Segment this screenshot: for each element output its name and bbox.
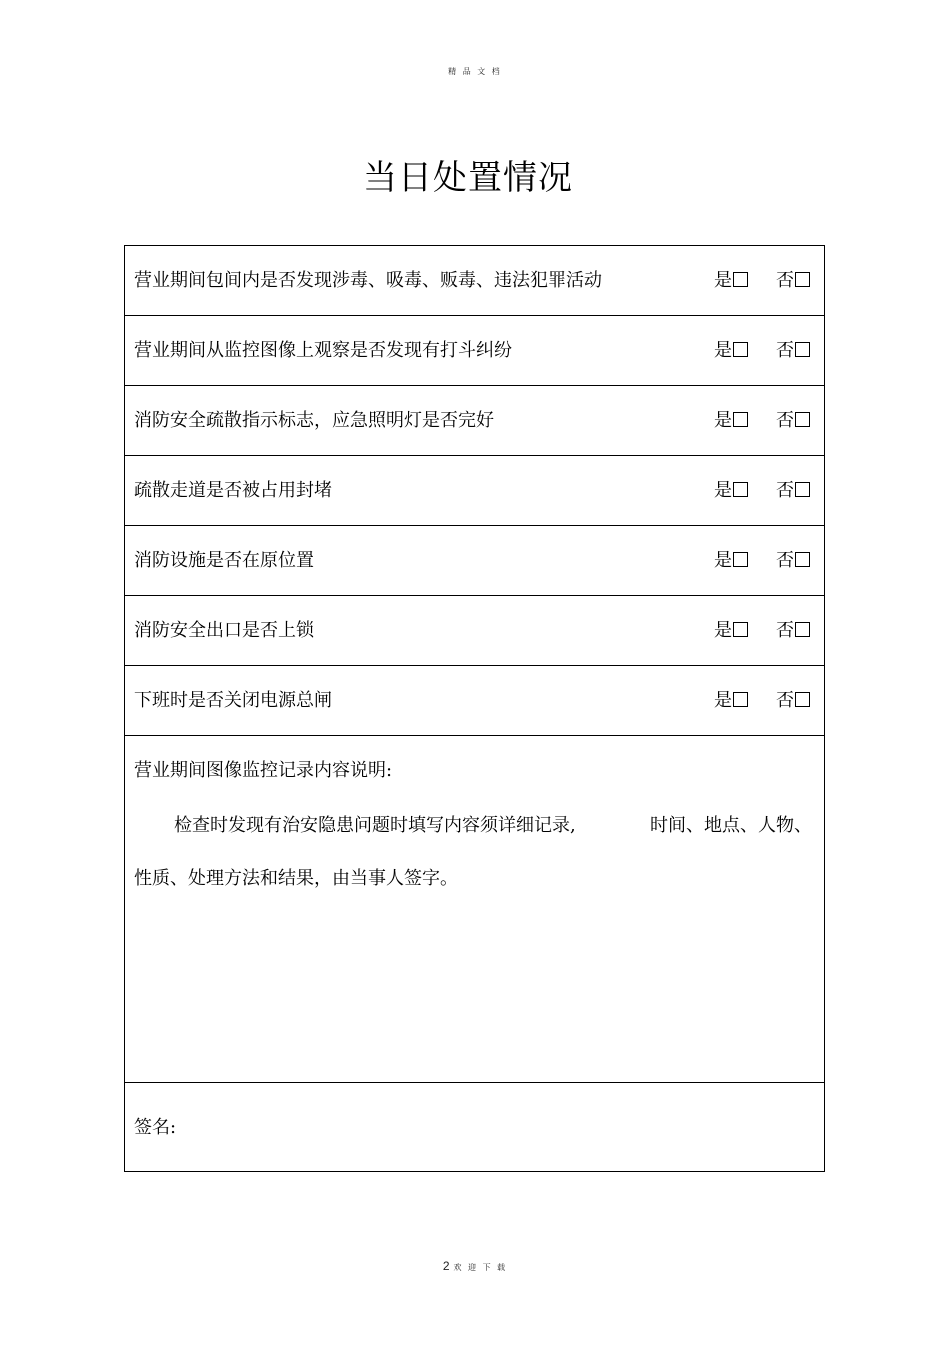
notes-instruction-line1-tail: 时间、地点、人物、 [650,815,812,836]
signature-section[interactable] [125,1083,824,1171]
checklist-question: 消防设施是否在原位置 [134,550,314,571]
page-title: 当日处置情况 [363,158,573,198]
signature-label: 签名: [134,1117,177,1138]
no-option[interactable] [776,316,810,386]
no-label: 否 [776,690,794,711]
yes-checkbox[interactable] [733,272,748,287]
checklist-row [125,246,824,316]
no-checkbox[interactable] [795,412,810,427]
yes-checkbox[interactable] [733,482,748,497]
checklist-row [125,456,824,526]
no-option[interactable] [776,456,810,526]
no-checkbox[interactable] [795,692,810,707]
notes-section[interactable] [125,736,824,1083]
checklist-question: 营业期间从监控图像上观察是否发现有打斗纠纷 [134,340,512,361]
no-checkbox[interactable] [795,482,810,497]
yes-option[interactable] [714,316,748,386]
checklist-question: 消防安全出口是否上锁 [134,620,314,641]
yes-checkbox[interactable] [733,342,748,357]
checklist-question: 营业期间包间内是否发现涉毒、吸毒、贩毒、违法犯罪活动 [134,270,602,291]
yes-option[interactable] [714,386,748,456]
checklist-question: 下班时是否关闭电源总闸 [134,690,332,711]
no-checkbox[interactable] [795,622,810,637]
yes-label: 是 [714,690,732,711]
checklist-row [125,386,824,456]
notes-label: 营业期间图像监控记录内容说明: [134,760,393,781]
yes-checkbox[interactable] [733,552,748,567]
no-label: 否 [776,620,794,641]
yes-option[interactable] [714,596,748,666]
yes-option[interactable] [714,666,748,736]
yes-option[interactable] [714,526,748,596]
yes-label: 是 [714,410,732,431]
yes-option[interactable] [714,456,748,526]
no-checkbox[interactable] [795,342,810,357]
no-option[interactable] [776,246,810,316]
inspection-form [124,245,825,1172]
checklist-row [125,596,824,666]
checklist-row [125,526,824,596]
no-option[interactable] [776,596,810,666]
page-number: 2 [442,1259,450,1273]
no-option[interactable] [776,526,810,596]
notes-instruction-line2: 性质、处理方法和结果，由当事人签字。 [134,868,458,889]
no-option[interactable] [776,666,810,736]
no-checkbox[interactable] [795,552,810,567]
no-checkbox[interactable] [795,272,810,287]
yes-label: 是 [714,340,732,361]
no-label: 否 [776,410,794,431]
yes-checkbox[interactable] [733,622,748,637]
header-note: 精 品 文 档 [448,67,502,76]
yes-checkbox[interactable] [733,692,748,707]
footer-text: 欢 迎 下 载 [453,1263,508,1272]
checklist-row [125,666,824,736]
no-label: 否 [776,340,794,361]
no-label: 否 [776,270,794,291]
page-footer [0,1259,950,1273]
yes-label: 是 [714,620,732,641]
checklist-question: 疏散走道是否被占用封堵 [134,480,332,501]
no-label: 否 [776,480,794,501]
yes-label: 是 [714,270,732,291]
no-label: 否 [776,550,794,571]
yes-label: 是 [714,480,732,501]
yes-label: 是 [714,550,732,571]
no-option[interactable] [776,386,810,456]
yes-option[interactable] [714,246,748,316]
yes-checkbox[interactable] [733,412,748,427]
checklist-row [125,316,824,386]
notes-instruction-line1: 检查时发现有治安隐患问题时填写内容须详细记录, [174,815,576,836]
checklist-question: 消防安全疏散指示标志，应急照明灯是否完好 [134,410,494,431]
